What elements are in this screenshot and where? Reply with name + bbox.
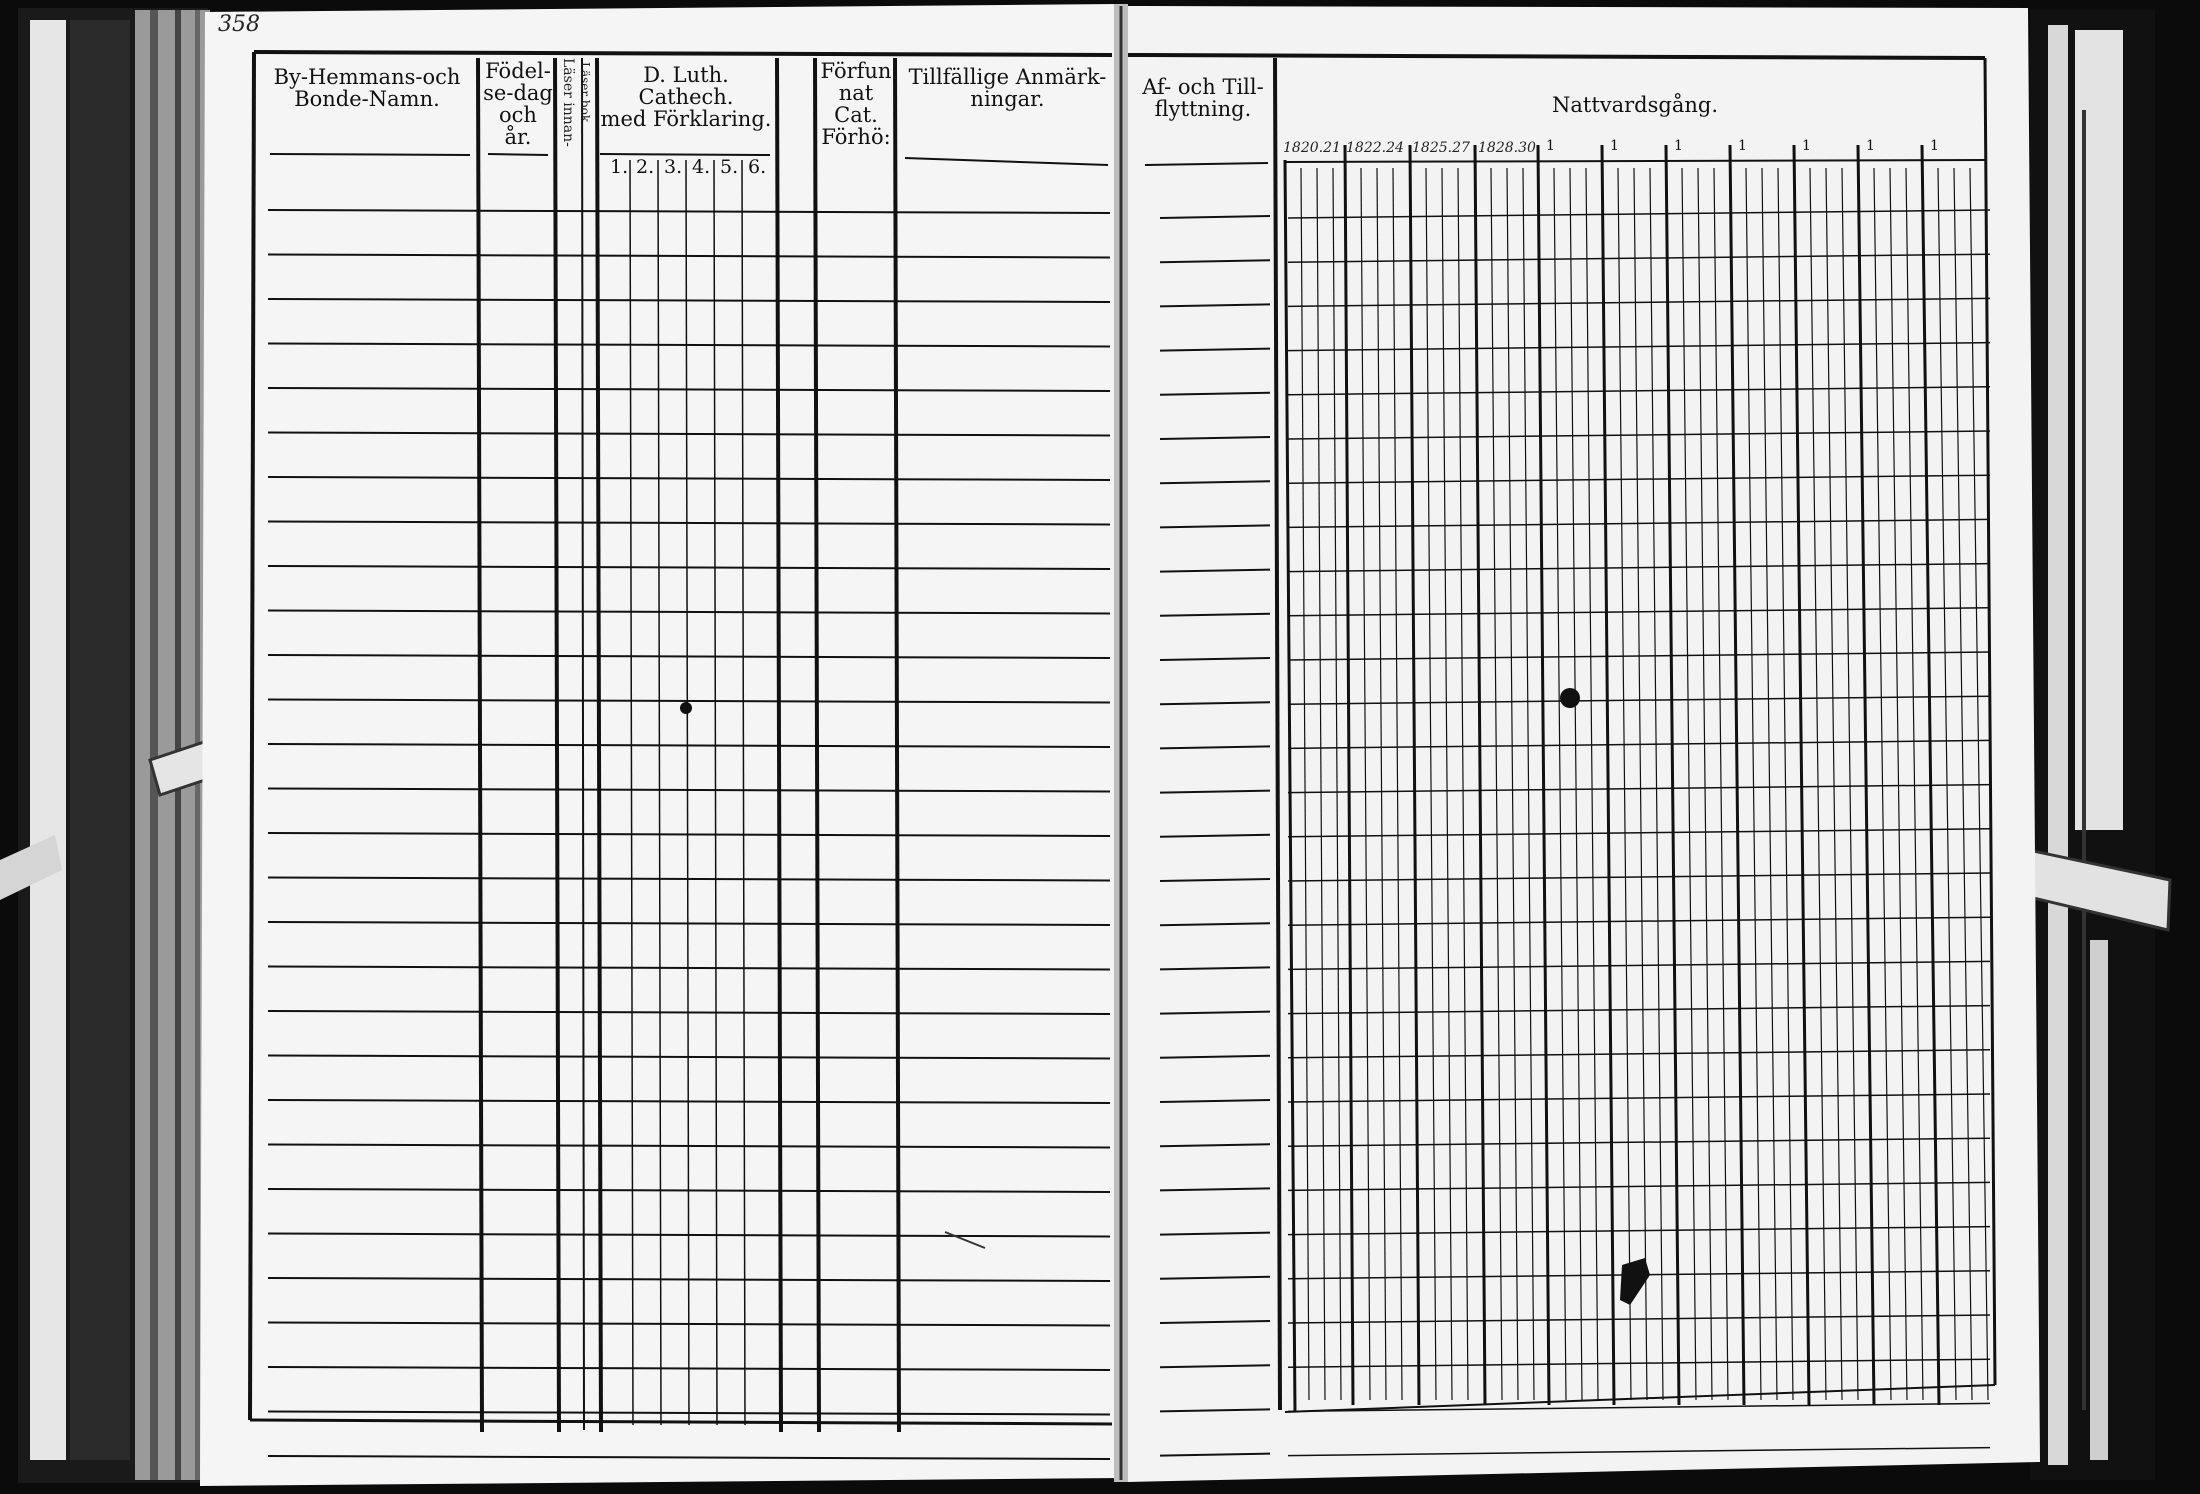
catechism-number: 3. [664, 156, 683, 178]
catechism-number: 1. [610, 156, 629, 178]
catechism-number: 4. [692, 156, 711, 178]
page-stack-right [2030, 10, 2155, 1480]
year-label: 1822.24 [1346, 140, 1404, 156]
header-understanding: Förfun nat Cat. Förhö: [820, 59, 892, 150]
year-label: 1825.27 [1412, 140, 1470, 156]
catechism-number: 2. [636, 156, 655, 178]
book-edge [18, 8, 210, 1483]
right-page [1125, 6, 2040, 1482]
catechism-number: 6. [748, 156, 767, 178]
header-remarks: Tillfällige Anmärk- ningar. [908, 65, 1107, 112]
year-label: 1820.21 [1283, 140, 1341, 156]
header-names: By-Hemmans-och Bonde-Namn. [273, 65, 461, 112]
header-catechism: D. Luth. Cathech. med Förklaring. [600, 63, 772, 132]
header-communion: Nattvardsgång. [1551, 93, 1719, 117]
column-mark: 1 [1546, 138, 1555, 154]
year-label: 1828.30 [1478, 140, 1536, 156]
header-vertical-1: Läser innan- [560, 58, 576, 147]
header-moves: Af- och Till- flyttning. [1142, 75, 1264, 122]
column-mark: 1 [1674, 138, 1683, 154]
page-number: 358 [218, 12, 260, 37]
column-mark: 1 [1866, 138, 1875, 154]
column-mark: 1 [1802, 138, 1811, 154]
header-vertical-1b: Läser bok [578, 62, 592, 123]
header-rule [488, 154, 548, 155]
catechism-number: 5. [720, 156, 739, 178]
column-mark: 1 [1610, 138, 1619, 154]
header-birth: Födel- se-dag och år. [483, 59, 553, 150]
header-rule [600, 154, 770, 155]
column-mark: 1 [1930, 138, 1939, 154]
column-mark: 1 [1738, 138, 1747, 154]
header-rule [270, 154, 470, 155]
